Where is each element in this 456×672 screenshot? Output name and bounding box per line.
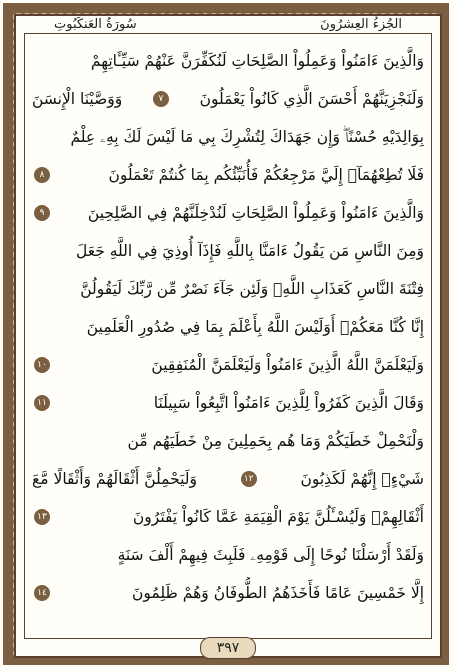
text-line <box>32 425 424 457</box>
verse-number-icon: ٨ <box>34 167 50 183</box>
surah-name: سُورَةُ العَنكَبُوتِ <box>54 16 137 32</box>
line-text: بِوَالِدَيْهِ حُسْنًاۖ وَإِن جَهَدَاكَ لِتُشْرِكَ بِي مَا لَيْسَ لَكَ بِهِۦ عِلْمٌ <box>70 127 424 146</box>
text-line <box>32 539 424 571</box>
verse-number-icon: ١٣ <box>34 509 50 525</box>
text-line <box>32 349 424 381</box>
text-line <box>32 45 424 77</box>
line-text: فَلَا تُطِعْهُمَآۚ إِلَيَّ مَرْجِعُكُمْ فَأُنَبِّئُكُم بِمَا كُنتُمْ تَعْمَلُونَ <box>108 166 424 184</box>
line-text: وَمِنَ النَّاسِ مَن يَقُولُ ءَامَنَّا بِاللَّهِ فَإِذَآ أُوذِيَ فِي اللَّهِ جَعَلَ <box>76 242 424 260</box>
text-line <box>32 83 424 115</box>
text-line <box>32 273 424 305</box>
page-header <box>24 15 432 33</box>
line-text: وَقَالَ الَّذِينَ كَفَرُواْ لِلَّذِينَ ءَامَنُواْ اتَّبِعُواْ سَبِيلَنَا <box>153 394 424 412</box>
verse-number-icon: ٩ <box>34 205 50 221</box>
quran-text <box>32 45 424 632</box>
line-text: وَلَقَدْ أَرْسَلْنَا نُوحًا إِلَى قَوْمِهِۦ فَلَبِثَ فِيهِمْ أَلْفَ سَنَةٍ <box>117 545 424 564</box>
line-text: فِتْنَةَ النَّاسِ كَعَذَابِ اللَّهِۖ وَلَئِن جَآءَ نَصْرٌ مِّن رَّبِّكَ لَيَقُولُنَّ <box>80 280 424 298</box>
text-line <box>32 197 424 229</box>
text-line <box>32 501 424 533</box>
line-text: وَالَّذِينَ ءَامَنُواْ وَعَمِلُواْ الصَّلِحَاتِ لَنُدْخِلَنَّهُمْ فِي الصَّلِحِينَ <box>87 204 424 222</box>
page-footer <box>0 636 456 660</box>
verse-number-icon: ١٢ <box>241 471 257 487</box>
line-text-continuation: وَلَيَحْمِلُنَّ أَثْقَالَهُمْ وَأَثْقَالًا مَّعَ <box>32 470 197 488</box>
text-line <box>32 577 424 609</box>
verse-number-icon: ١٤ <box>34 585 50 601</box>
line-text: إِلَّا خَمْسِينَ عَامًا فَأَخَذَهُمُ الطُّوفَانُ وَهُمْ ظَلِمُونَ <box>132 584 424 602</box>
juz-name: الجُزءُ العِشرُونَ <box>320 16 402 32</box>
line-text-continuation: وَوَصَّيْنَا الْإِنسَنَ <box>32 90 123 108</box>
line-text: وَلْنَحْمِلْ خَطَيَكُمْ وَمَا هُم بِحَمِلِينَ مِنْ خَطَيَهُم مِّن <box>127 432 424 450</box>
text-line <box>32 121 424 153</box>
line-text: شَيْءٍۖ إِنَّهُمْ لَكَذِبُونَ <box>300 470 424 488</box>
text-line <box>32 159 424 191</box>
line-text: وَلَيَعْلَمَنَّ اللَّهُ الَّذِينَ ءَامَنُواْ وَلَيَعْلَمَنَّ الْمُنَفِقِينَ <box>151 356 424 374</box>
verse-number-icon: ١١ <box>34 395 50 411</box>
text-line <box>32 463 424 495</box>
line-text: إِنَّا كُنَّا مَعَكُمْۚ أَوَلَيْسَ اللَّهُ بِأَعْلَمَ بِمَا فِي صُدُورِ الْعَلَمِينَ <box>86 318 424 336</box>
page-number: ٣٩٧ <box>200 637 257 659</box>
verse-number-icon: ١٠ <box>34 357 50 373</box>
text-line <box>32 311 424 343</box>
line-text: أَثْقَالِهِمْۖ وَلَيُسْـَٔلُنَّ يَوْمَ الْقِيَمَةِ عَمَّا كَانُواْ يَفْتَرُونَ <box>132 508 424 526</box>
line-text: وَلَنَجْزِيَنَّهُمْ أَحْسَنَ الَّذِي كَانُواْ يَعْمَلُونَ <box>199 90 424 108</box>
verse-number-icon: ٧ <box>153 91 169 107</box>
text-line <box>32 235 424 267</box>
text-line <box>32 387 424 419</box>
line-text: وَالَّذِينَ ءَامَنُواْ وَعَمِلُواْ الصَّلِحَاتِ لَنُكَفِّرَنَّ عَنْهُمْ سَيِّـَٔاتِهِمْ <box>90 52 424 70</box>
